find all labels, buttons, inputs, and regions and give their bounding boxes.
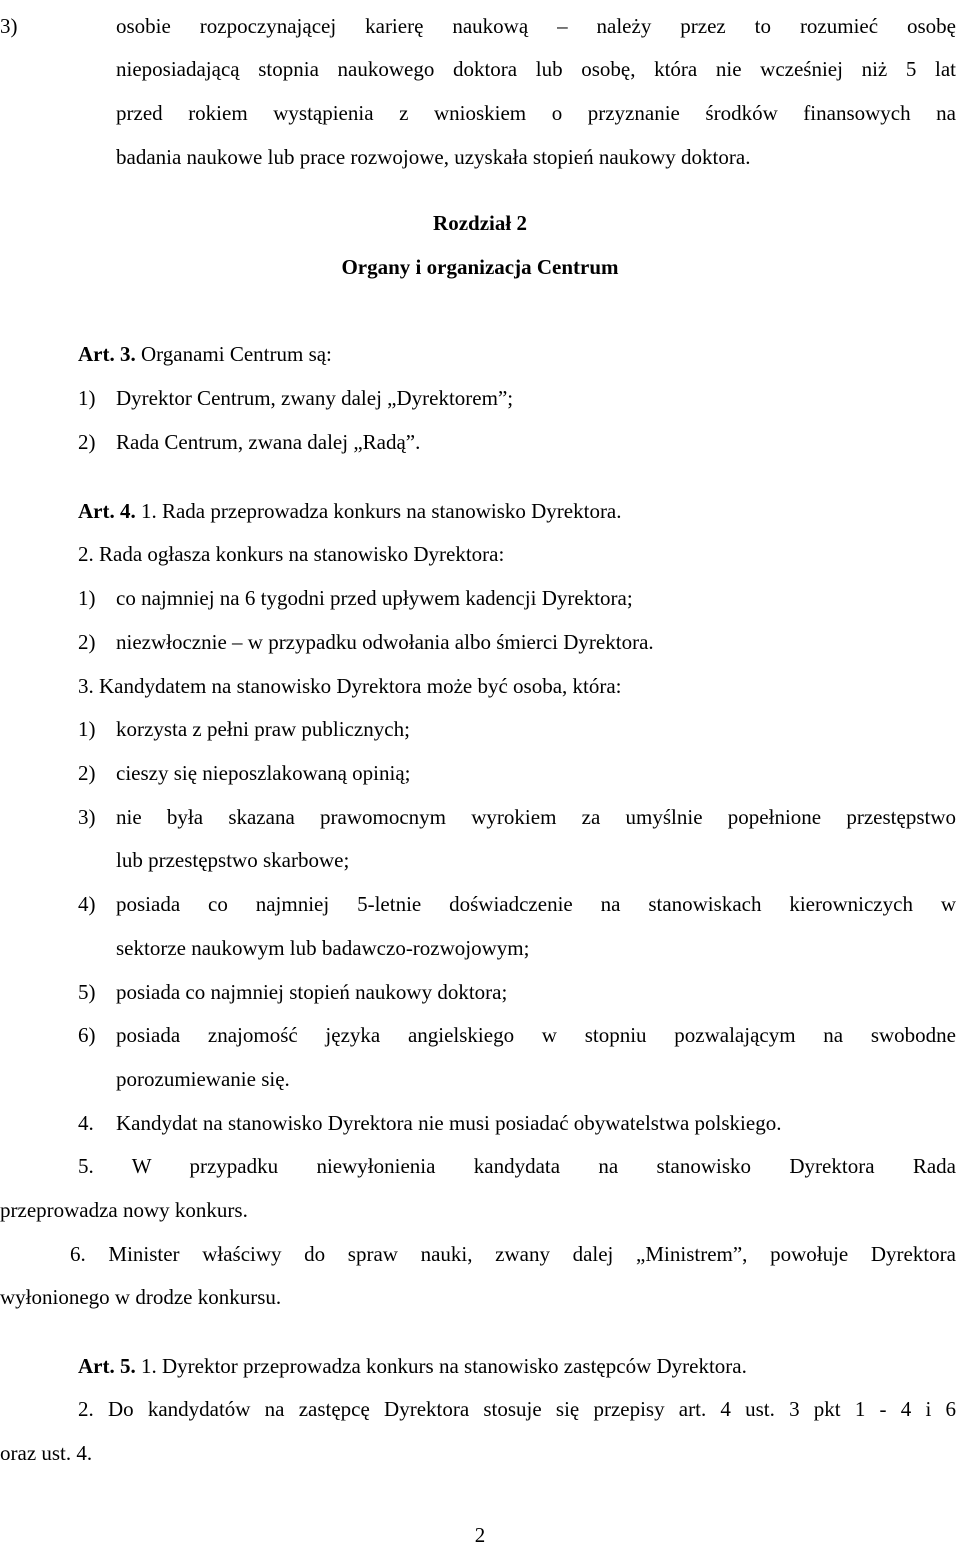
- item-text: korzysta z pełni praw publicznych;: [116, 717, 410, 741]
- article-label: Art. 3.: [78, 342, 136, 366]
- item-text: posiada co najmniej stopień naukowy doktora;: [116, 980, 508, 1004]
- item-number: 1): [78, 586, 96, 610]
- item-number: 2): [78, 430, 96, 454]
- item-text: Rada Centrum, zwana dalej „Radą”.: [116, 430, 421, 454]
- para-number: 4.: [78, 1111, 94, 1135]
- article-text: 1. Dyrektor przeprowadza konkurs na stanowisko zastępców Dyrektora.: [135, 1354, 747, 1378]
- article-4-para-2: 2. Rada ogłasza konkurs na stanowisko Dyrektora:: [78, 542, 505, 566]
- item-text: co najmniej na 6 tygodni przed upływem kadencji Dyrektora;: [116, 586, 633, 610]
- article-5-para-2-line: oraz ust. 4.: [0, 1441, 93, 1465]
- article-text: Organami Centrum są:: [135, 342, 332, 366]
- item-text-line: badania naukowe lub prace rozwojowe, uzyskała stopień naukowy doktora.: [116, 145, 751, 169]
- item-text-line: lub przestępstwo skarbowe;: [116, 848, 350, 872]
- article-4-para-3: 3. Kandydatem na stanowisko Dyrektora może być osoba, która:: [78, 674, 622, 698]
- article-5-para-2-line: 2. Do kandydatów na zastępcę Dyrektora stosuje się przepisy art. 4 ust. 3 pkt 1 - 4 i 6: [78, 1397, 956, 1421]
- item-text-line: osobie rozpoczynającej karierę naukową – należy przez to rozumieć osobę: [116, 14, 956, 38]
- item-text: niezwłocznie – w przypadku odwołania albo śmierci Dyrektora.: [116, 630, 654, 654]
- article-4-para-5-line: przeprowadza nowy konkurs.: [0, 1198, 248, 1222]
- article-text: 1. Rada przeprowadza konkurs na stanowisko Dyrektora.: [135, 499, 622, 523]
- item-text-line: posiada co najmniej 5-letnie doświadczenie na stanowiskach kierowniczych w: [116, 892, 956, 916]
- article-4-para-6-line: wyłonionego w drodze konkursu.: [0, 1285, 282, 1309]
- item-text: Dyrektor Centrum, zwany dalej „Dyrektorem”;: [116, 386, 514, 410]
- item-number: 2): [78, 761, 96, 785]
- item-number: 1): [78, 386, 96, 410]
- article-4-para-4: Kandydat na stanowisko Dyrektora nie musi posiadać obywatelstwa polskiego.: [116, 1111, 782, 1135]
- page-number: 2: [474, 1523, 486, 1547]
- chapter-number: Rozdział 2: [433, 211, 527, 235]
- item-number: 1): [78, 717, 96, 741]
- item-number: 6): [78, 1023, 96, 1047]
- article-3-intro: [78, 342, 332, 366]
- article-label: Art. 4.: [78, 499, 136, 523]
- article-5-para-1: [78, 1354, 747, 1378]
- article-4-para-5-line: 5. W przypadku niewyłonienia kandydata na stanowisko Dyrektora Rada: [78, 1154, 956, 1178]
- item-text: cieszy się nieposzlakowaną opinią;: [116, 761, 411, 785]
- item-text-line: przed rokiem wystąpienia z wnioskiem o przyznanie środków finansowych na: [116, 101, 956, 125]
- item-text-line: nie była skazana prawomocnym wyrokiem za umyślnie popełnione przestępstwo: [116, 805, 956, 829]
- item-text-line: sektorze naukowym lub badawczo-rozwojowym;: [116, 936, 530, 960]
- item-number: 4): [78, 892, 96, 916]
- item-text-line: nieposiadającą stopnia naukowego doktora lub osobę, która nie wcześniej niż 5 lat: [116, 57, 956, 81]
- item-number: 3): [78, 805, 96, 829]
- item-number: 2): [78, 630, 96, 654]
- article-label: Art. 5.: [78, 1354, 136, 1378]
- item-number: 5): [78, 980, 96, 1004]
- item-text-line: porozumiewanie się.: [116, 1067, 290, 1091]
- article-4-para-6-line: 6. Minister właściwy do spraw nauki, zwany dalej „Ministrem”, powołuje Dyrektora: [70, 1242, 956, 1266]
- chapter-title: Organy i organizacja Centrum: [341, 255, 619, 279]
- item-number: 3): [0, 14, 18, 38]
- item-text-line: posiada znajomość języka angielskiego w stopniu pozwalającym na swobodne: [116, 1023, 956, 1047]
- article-4-para-1: [78, 499, 622, 523]
